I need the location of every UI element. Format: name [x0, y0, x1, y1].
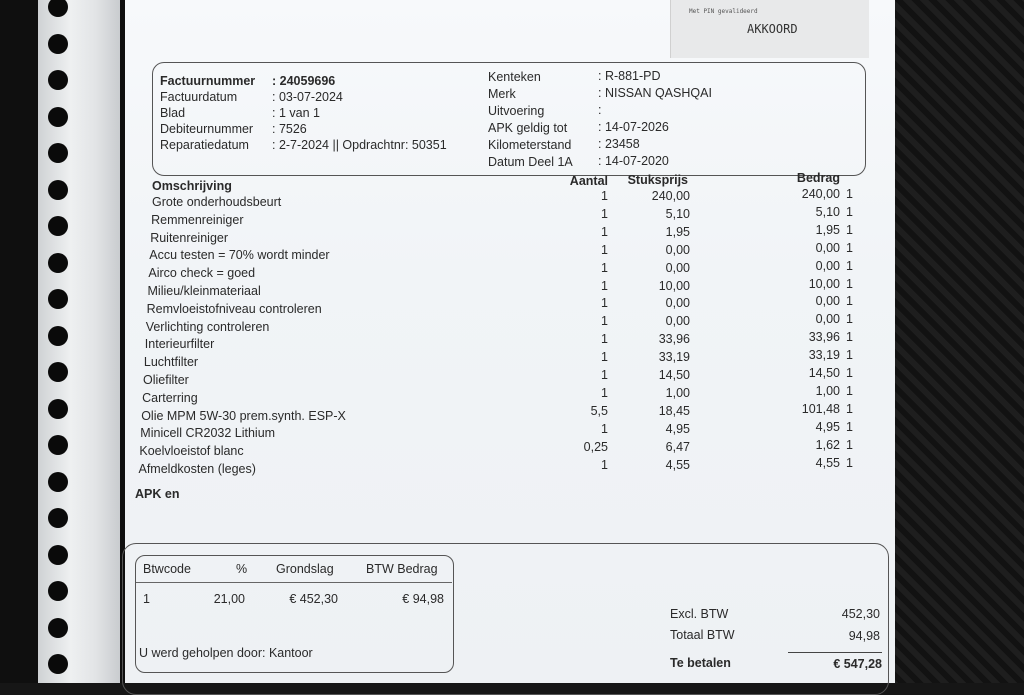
binder-hole [48, 180, 68, 200]
item-amount: 1,95 [815, 223, 840, 237]
item-unit-price: 5,10 [665, 207, 690, 221]
header-value: : 14-07-2020 [598, 154, 669, 168]
background-fabric [890, 0, 1024, 683]
item-unit-price: 18,45 [658, 404, 690, 418]
binder-hole [48, 508, 68, 528]
header-value: : [598, 103, 602, 117]
item-unit-price: 4,95 [665, 422, 690, 436]
item-amount: 0,00 [815, 259, 840, 273]
item-unit-price: 0,00 [665, 243, 690, 257]
item-amount: 4,95 [815, 420, 840, 434]
header-label: Factuurnummer [160, 74, 256, 88]
item-unit-price: 10,00 [658, 279, 690, 293]
helped-by: U werd geholpen door: Kantoor [139, 646, 313, 660]
binder-hole [48, 618, 68, 638]
btw-row-pct: 21,00 [213, 592, 245, 606]
total-btw-value: 94,98 [848, 629, 880, 643]
item-btw-code: 1 [846, 456, 853, 470]
binder-hole [48, 581, 68, 601]
col-header-amount: Bedrag [796, 171, 840, 185]
item-unit-price: 6,47 [665, 440, 690, 454]
binder-hole [48, 654, 68, 674]
header-label: Uitvoering [488, 104, 545, 118]
btw-header-base: Grondslag [276, 562, 334, 576]
binder-hole [48, 70, 68, 90]
item-description: Afmeldkosten (leges) [138, 462, 256, 476]
item-description: Olie MPM 5W-30 prem.synth. ESP-X [141, 409, 346, 423]
item-amount: 5,10 [815, 205, 840, 219]
item-description: Airco check = goed [148, 266, 256, 280]
header-value: : R-881-PD [598, 69, 661, 83]
item-amount: 14,50 [808, 366, 840, 380]
item-description: Milieu/kleinmateriaal [147, 284, 261, 298]
btw-row-code: 1 [143, 592, 150, 606]
item-amount: 0,00 [815, 312, 840, 326]
sum-line [788, 652, 882, 653]
header-label: Debiteurnummer [160, 122, 254, 136]
item-quantity: 0,25 [583, 440, 608, 454]
item-quantity: 1 [601, 422, 608, 436]
header-label: Merk [488, 87, 516, 101]
item-amount: 240,00 [801, 187, 840, 201]
pay-value: € 547,28 [833, 657, 882, 671]
col-header-qty: Aantal [569, 174, 608, 188]
excl-btw-label: Excl. BTW [670, 607, 729, 621]
binder-hole [48, 545, 68, 565]
item-btw-code: 1 [846, 366, 853, 380]
btw-row-amount: € 94,98 [402, 592, 444, 606]
item-quantity: 1 [601, 189, 608, 203]
header-label: Factuurdatum [160, 90, 238, 104]
item-description: Remmenreiniger [151, 213, 244, 227]
item-amount: 10,00 [808, 277, 840, 291]
item-amount: 4,55 [815, 456, 840, 470]
item-amount: 33,96 [808, 330, 840, 344]
header-value: : 03-07-2024 [272, 90, 343, 104]
col-header-unit: Stuksprijs [627, 173, 688, 187]
header-value: : 7526 [272, 122, 307, 136]
item-btw-code: 1 [846, 402, 853, 416]
item-quantity: 5,5 [590, 404, 608, 418]
item-unit-price: 1,95 [665, 225, 690, 239]
item-amount: 1,62 [815, 438, 840, 452]
item-quantity: 1 [601, 314, 608, 328]
btw-header-code: Btwcode [143, 562, 191, 576]
binder-hole [48, 216, 68, 236]
btw-header-pct: % [236, 562, 248, 576]
binder-hole [48, 253, 68, 273]
item-amount: 0,00 [815, 294, 840, 308]
item-quantity: 1 [601, 207, 608, 221]
header-value: : 23458 [598, 137, 640, 151]
item-btw-code: 1 [846, 312, 853, 326]
header-label: Datum Deel 1A [488, 155, 573, 169]
item-description: Grote onderhoudsbeurt [152, 195, 282, 209]
binder-hole [48, 143, 68, 163]
item-unit-price: 33,19 [658, 350, 690, 364]
btw-divider [136, 582, 452, 583]
binder-hole [48, 289, 68, 309]
item-btw-code: 1 [846, 205, 853, 219]
header-label: APK geldig tot [488, 121, 568, 135]
item-btw-code: 1 [846, 384, 853, 398]
header-value: : 24059696 [272, 74, 336, 88]
item-quantity: 1 [601, 279, 608, 293]
receipt-small-text: Met PIN gevalideerd [689, 8, 758, 15]
binder-hole [48, 34, 68, 54]
item-btw-code: 1 [846, 438, 853, 452]
header-label: Kilometerstand [488, 138, 572, 152]
item-btw-code: 1 [846, 223, 853, 237]
item-unit-price: 4,55 [665, 458, 690, 472]
binder-hole [48, 326, 68, 346]
item-btw-code: 1 [846, 259, 853, 273]
btw-header-amount: BTW Bedrag [366, 562, 438, 576]
binder-sleeve [0, 0, 125, 683]
header-value: : 2-7-2024 || Opdrachtnr: 50351 [272, 138, 447, 152]
pin-receipt [670, 0, 869, 58]
item-description: Interieurfilter [144, 337, 215, 351]
item-amount: 0,00 [815, 241, 840, 255]
item-unit-price: 33,96 [658, 332, 690, 346]
item-quantity: 1 [601, 243, 608, 257]
header-value: : 14-07-2026 [598, 120, 669, 134]
item-quantity: 1 [601, 458, 608, 472]
item-btw-code: 1 [846, 330, 853, 344]
binder-hole [48, 362, 68, 382]
pay-label: Te betalen [670, 656, 731, 670]
section-label: APK en [135, 487, 180, 501]
item-quantity: 1 [601, 350, 608, 364]
item-quantity: 1 [601, 332, 608, 346]
col-header-desc: Omschrijving [152, 179, 232, 193]
item-description: Remvloeistofniveau controleren [146, 302, 322, 316]
binder-hole [48, 472, 68, 492]
item-description: Ruitenreiniger [150, 231, 229, 245]
excl-btw-value: 452,30 [841, 607, 880, 621]
header-value: : NISSAN QASHQAI [598, 86, 712, 100]
item-description: Oliefilter [143, 373, 189, 387]
item-quantity: 1 [601, 261, 608, 275]
item-btw-code: 1 [846, 420, 853, 434]
item-btw-code: 1 [846, 294, 853, 308]
header-label: Blad [160, 106, 186, 120]
item-unit-price: 0,00 [665, 261, 690, 275]
item-description: Verlichting controleren [145, 320, 270, 334]
item-unit-price: 0,00 [665, 314, 690, 328]
item-amount: 1,00 [815, 384, 840, 398]
item-quantity: 1 [601, 368, 608, 382]
item-description: Accu testen = 70% wordt minder [149, 248, 330, 262]
item-unit-price: 14,50 [658, 368, 690, 382]
header-label: Kenteken [488, 70, 541, 84]
header-value: : 1 van 1 [272, 106, 320, 120]
header-label: Reparatiedatum [160, 138, 249, 152]
item-unit-price: 0,00 [665, 296, 690, 310]
item-description: Minicell CR2032 Lithium [140, 426, 276, 440]
binder-hole [48, 399, 68, 419]
item-description: Carterring [142, 391, 198, 405]
btw-row-base: € 452,30 [289, 592, 338, 606]
receipt-status: AKKOORD [747, 22, 798, 36]
item-btw-code: 1 [846, 241, 853, 255]
item-quantity: 1 [601, 386, 608, 400]
item-quantity: 1 [601, 296, 608, 310]
item-unit-price: 1,00 [665, 386, 690, 400]
item-btw-code: 1 [846, 187, 853, 201]
total-btw-label: Totaal BTW [670, 628, 735, 642]
item-amount: 33,19 [808, 348, 840, 362]
binder-hole [48, 435, 68, 455]
item-unit-price: 240,00 [651, 189, 690, 203]
item-quantity: 1 [601, 225, 608, 239]
item-amount: 101,48 [801, 402, 840, 416]
item-btw-code: 1 [846, 277, 853, 291]
item-description: Luchtfilter [143, 355, 199, 369]
item-description: Koelvloeistof blanc [139, 444, 244, 458]
item-btw-code: 1 [846, 348, 853, 362]
binder-hole [48, 107, 68, 127]
